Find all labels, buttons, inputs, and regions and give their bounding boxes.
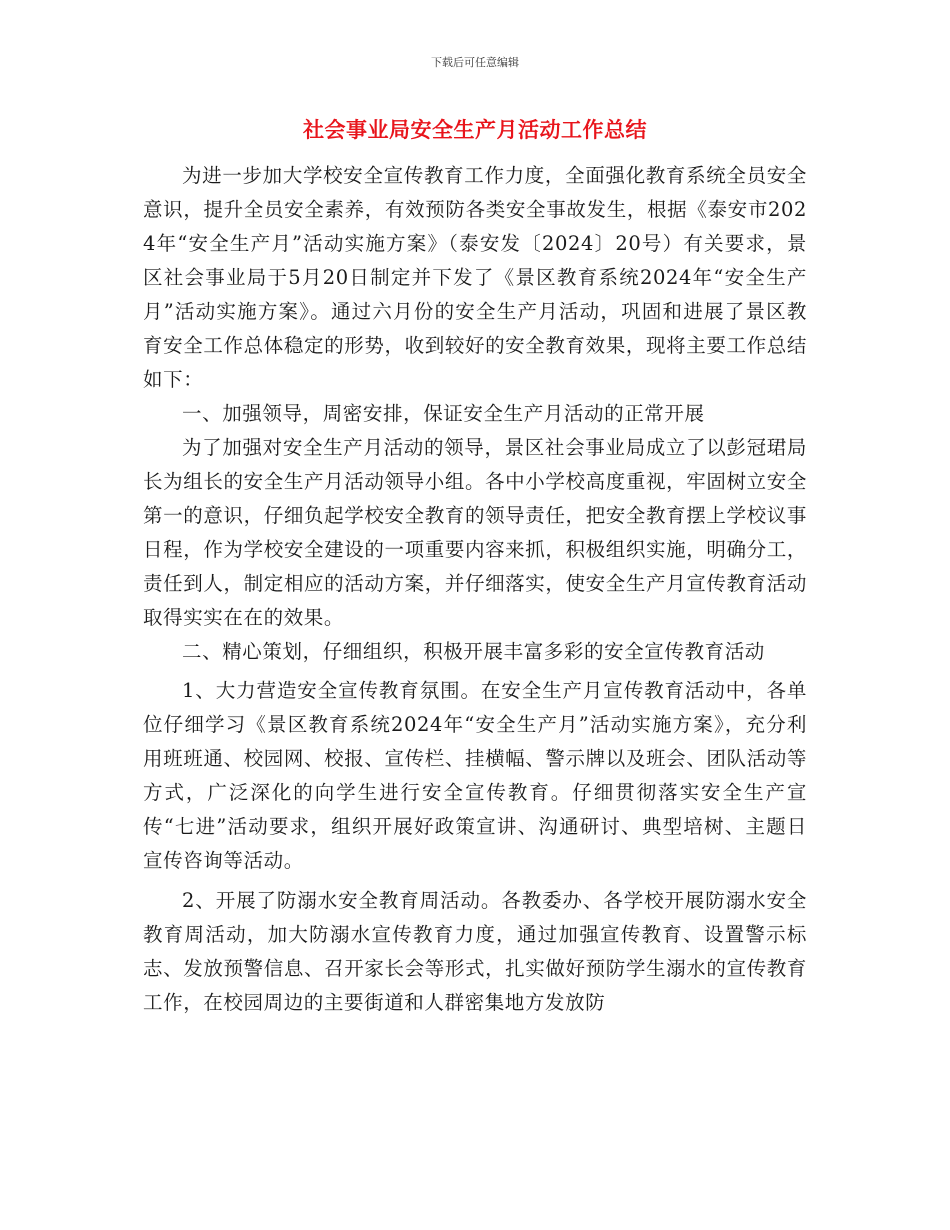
section-heading-1: 一、加强领导，周密安排，保证安全生产月活动的正常开展 — [182, 402, 705, 425]
paragraph-leadership: 为了加强对安全生产月活动的领导，景区社会事业局成立了以彭冠珺局长为组长的安全生产月活动领导小组。各中小学校高度重视，牢固树立安全第一的意识，仔细负起学校安全教育的领导责任，把安全教育摆上学校议事日程，作为学校安全建设的一项重要内容来抓，积极组织实施，明确分工，责任到人，制定相应的活动方案，并仔细落实，使安全生产月宣传教育活动取得实实在在的效果。 — [143, 436, 807, 629]
document-title: 社会事业局安全生产月活动工作总结 — [303, 118, 647, 142]
section-heading-2: 二、精心策划，仔细组织，积极开展丰富多彩的安全宣传教育活动 — [182, 640, 765, 663]
header-note: 下载后可任意编辑 — [431, 56, 519, 69]
paragraph-intro: 为进一步加大学校安全宣传教育工作力度，全面强化教育系统全员安全意识，提升全员安全素养，有效预防各类安全事故发生，根据《泰安市2024年“安全生产月”活动实施方案》（泰安发〔2024〕20号）有关要求，景区社会事业局于5月20日制定并下发了《景区教育系统2024年“安全生产月”活动实施方案》。通过六月份的安全生产月活动，巩固和进展了景区教育安全工作总体稳定的形势，收到较好的安全教育效果，现将主要工作总结如下： — [143, 164, 807, 391]
document-body — [143, 159, 807, 1020]
paragraph-item-1: 1、大力营造安全宣传教育氛围。在安全生产月宣传教育活动中，各单位仔细学习《景区教育系统2024年“安全生产月”活动实施方案》，充分利用班班通、校园网、校报、宣传栏、挂横幅、警示牌以及班会、团队活动等方式，广泛深化的向学生进行安全宣传教育。仔细贯彻落实安全生产宣传“七进”活动要求，组织开展好政策宣讲、沟通研讨、典型培树、主题日宣传咨询等活动。 — [143, 679, 807, 872]
paragraph-item-2: 2、开展了防溺水安全教育周活动。各教委办、各学校开展防溺水安全教育周活动，加大防溺水宣传教育力度，通过加强宣传教育、设置警示标志、发放预警信息、召开家长会等形式，扎实做好预防学生溺水的宣传教育工作，在校园周边的主要街道和人群密集地方发放防 — [143, 889, 807, 1014]
